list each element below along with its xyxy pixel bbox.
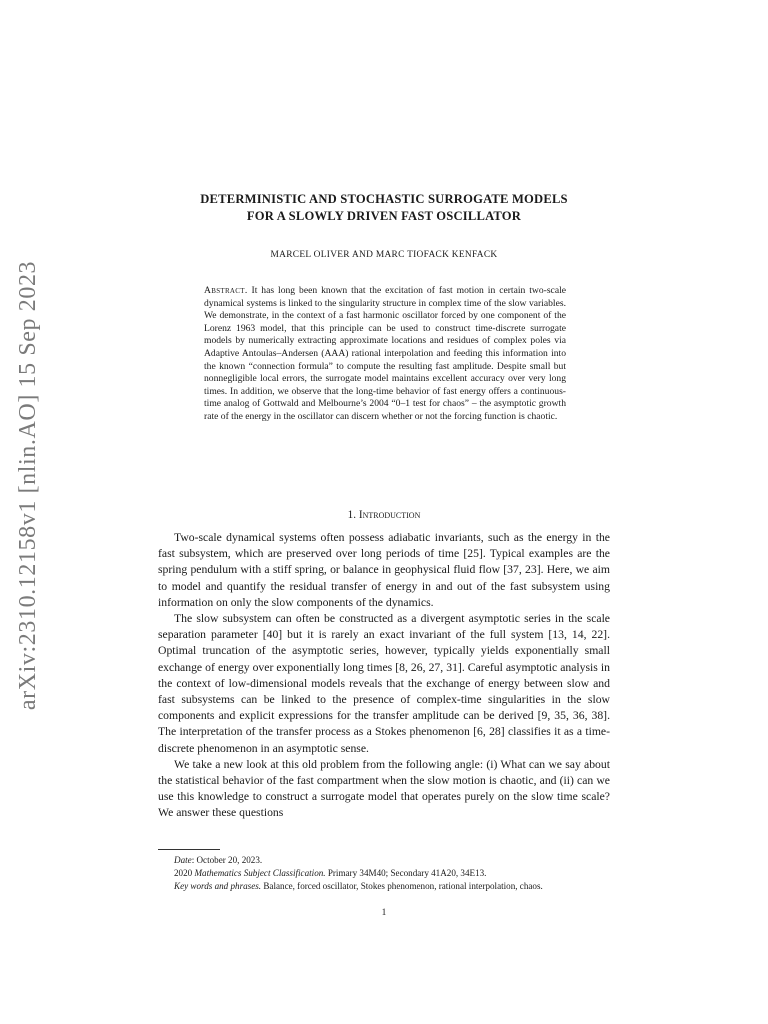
paragraph: We take a new look at this old problem from the following angle: (i) What can we say about the statistical behavior of the fast compartment when the slow motion is chaotic, and (ii) can we use this knowledge to construct a surrogate model that operates purely on the slow time scale? We answer these questions (158, 757, 610, 820)
section-heading (140, 509, 628, 521)
keywords-label: Key words and phrases. (174, 881, 262, 891)
title-line-2: FOR A SLOWLY DRIVEN FAST OSCILLATOR (246, 209, 522, 223)
section-title: Introduction (358, 509, 421, 521)
keywords-value: Balance, forced oscillator, Stokes phenomenon, rational interpolation, chaos. (261, 881, 543, 891)
arxiv-identifier-text: arXiv:2310.12158v1 [nlin.AO] 15 Sep 2023 (15, 260, 42, 710)
msc-value: Primary 34M40; Secondary 41A20, 34E13. (325, 868, 487, 878)
paragraph: The slow subsystem can often be constructed as a divergent asymptotic series in the scale separation parameter [40] but it is rarely an exact invariant of the full system [13, 14, 22]. Optimal truncation of the asymptotic series, however, typically yields exponentially small exchange of energy over exponentially long times [8, 26, 27, 31]. Careful asymptotic analysis in the context of low-dimensional models reveals that the exchange of energy between slow and fast subsystems can be linked to the presence of complex-time singularities in the slow components and explicit expressions for the transfer amplitude can be derived [9, 35, 36, 38]. The interpretation of the transfer process as a Stokes phenomenon [6, 28] classifies it as a time-discrete phenomenon in an asymptotic sense. (158, 612, 610, 755)
abstract (204, 285, 566, 424)
footnote-date (158, 854, 610, 867)
footnote-keywords (158, 880, 610, 893)
title-line-1: DETERMINISTIC AND STOCHASTIC SURROGATE MODELS (200, 192, 568, 206)
page-number: 1 (381, 908, 387, 918)
msc-label: Mathematics Subject Classification. (194, 868, 326, 878)
footnotes (158, 854, 610, 893)
authors: MARCEL OLIVER AND MARC TIOFACK KENFACK (270, 250, 498, 260)
footnote-rule (158, 849, 220, 850)
date-value: : October 20, 2023. (191, 855, 263, 865)
section-number: 1. (347, 509, 357, 521)
msc-prefix: 2020 (174, 868, 195, 878)
body-text (158, 530, 610, 822)
paper-title (140, 191, 628, 225)
footnote-msc (158, 867, 610, 880)
arxiv-identifier (8, 260, 50, 710)
abstract-heading: Abstract. (204, 285, 248, 296)
date-label: Date (174, 855, 192, 865)
paragraph: Two-scale dynamical systems often possess adiabatic invariants, such as the energy in the fast subsystem, which are preserved over long periods of time [25]. Typical examples are the spring pendulum with a stiff spring, or balance in geophysical fluid flow [37, 23]. Here, we aim to model and quantify the residual transfer of energy in and out of the fast subsystem using information on only the slow components of the dynamics. (158, 531, 610, 609)
abstract-text: It has long been known that the excitation of fast motion in certain two-scale dynamical systems is linked to the singularity structure in complex time of the slow variables. We demonstrate, in the context of a fast harmonic oscillator forced by one component of the Lorenz 1963 model, that this principle can be used to construct time-discrete surrogate models by numerically extracting approximate locations and residues of complex poles via Adaptive Antoulas–Andersen (AAA) rational interpolation and feeding this information into the known “connection formula” to compute the resulting fast amplitude. Despite small but nonnegligible local errors, the surrogate model maintains excellent accuracy over very long times. In addition, we observe that the long-time behavior of fast energy offers a continuous-time analog of Gottwald and Melbourne’s 2004 “0–1 test for chaos” – the asymptotic growth rate of the energy in the oscillator can discern whether or not the forcing function is chaotic. (204, 285, 566, 422)
